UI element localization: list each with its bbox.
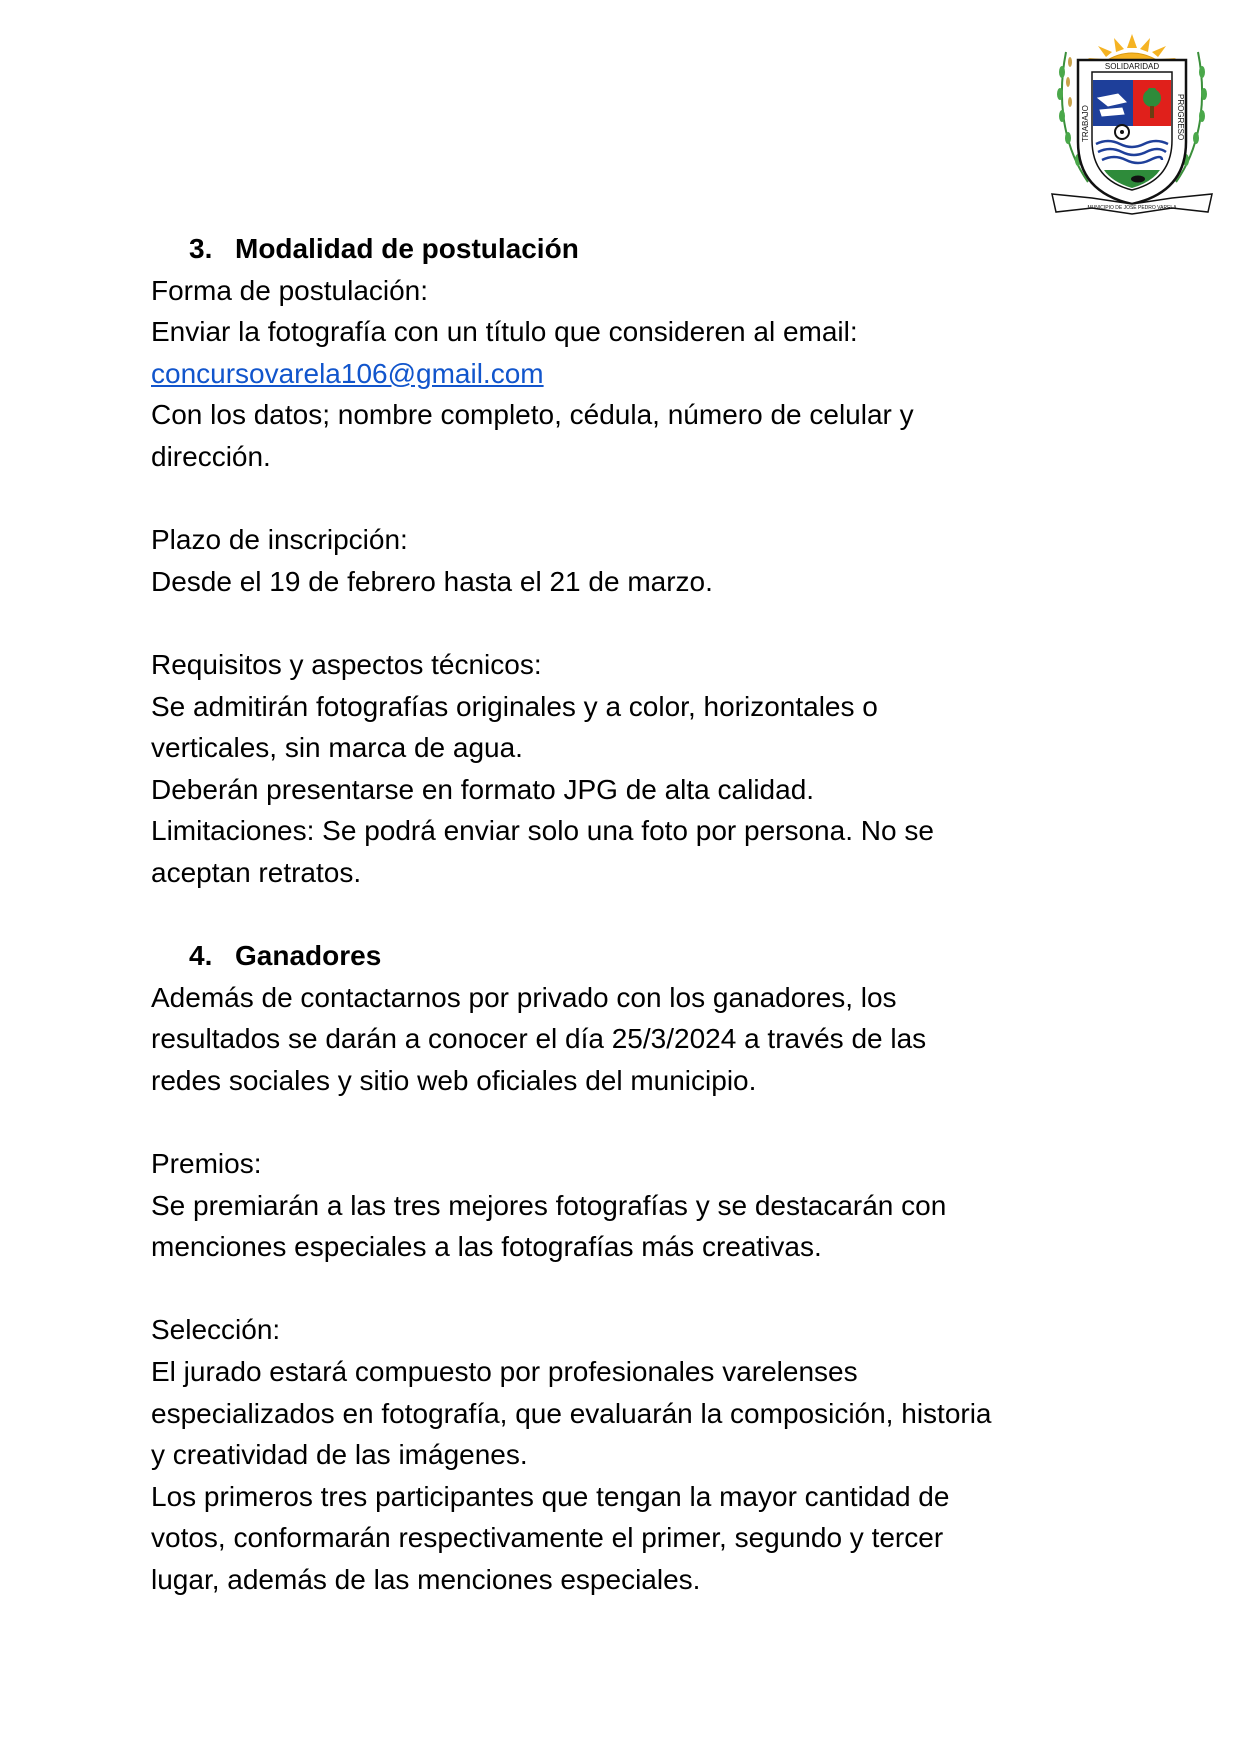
- requirements-line-4: Limitaciones: Se podrá enviar solo una foto por persona. No se: [151, 815, 934, 847]
- prizes-line-2: menciones especiales a las fotografías más creativas.: [151, 1231, 822, 1263]
- municipal-crest-logo: [1048, 32, 1216, 218]
- document-body: [151, 228, 1111, 1601]
- deadline-text: Desde el 19 de febrero hasta el 21 de marzo.: [151, 565, 713, 597]
- requirements-line-2: verticales, sin marca de agua.: [151, 732, 523, 764]
- form-text: Enviar la fotografía con un título que consideren al email:: [151, 316, 858, 348]
- data-line-2: dirección.: [151, 440, 271, 472]
- selection-line-3: y creatividad de las imágenes.: [151, 1439, 528, 1471]
- section-4-heading: [189, 935, 1111, 977]
- selection-line-2: especializados en fotografía, que evaluarán la composición, historia: [151, 1397, 992, 1429]
- selection-label: Selección:: [151, 1314, 281, 1346]
- prizes-line-1: Se premiarán a las tres mejores fotografías y se destacarán con: [151, 1189, 947, 1221]
- requirements-line-3: Deberán presentarse en formato JPG de alta calidad.: [151, 773, 815, 805]
- section-3-title: Modalidad de postulación: [235, 233, 579, 264]
- prizes-label: Premios:: [151, 1148, 262, 1180]
- selection-line-4: Los primeros tres participantes que tengan la mayor cantidad de: [151, 1480, 950, 1512]
- section-4-title: Ganadores: [235, 940, 382, 972]
- requirements-label: Requisitos y aspectos técnicos:: [151, 648, 542, 680]
- section-4-number: 4.: [189, 940, 213, 972]
- crest-motto-left: TRABAJO: [1081, 105, 1090, 142]
- data-line-1: Con los datos; nombre completo, cédula, número de celular y: [151, 399, 914, 431]
- crest-motto-top: SOLIDARIDAD: [1104, 62, 1160, 71]
- section-3-heading: [189, 228, 1111, 270]
- email-link[interactable]: concursovarela106@gmail.com: [151, 357, 544, 389]
- winners-line-2: resultados se darán a conocer el día 25/3/2024 a través de las: [151, 1023, 927, 1055]
- selection-line-6: lugar, además de las menciones especiales.: [151, 1564, 701, 1595]
- crest-ribbon-text: MUNICIPIO DE JOSÉ PEDRO VARELA: [1087, 205, 1177, 211]
- winners-line-1: Además de contactarnos por privado con los ganadores, los: [151, 981, 897, 1013]
- selection-line-1: El jurado estará compuesto por profesionales varelenses: [151, 1356, 858, 1388]
- requirements-line-5: aceptan retratos.: [151, 856, 362, 888]
- requirements-line-1: Se admitirán fotografías originales y a color, horizontales o: [151, 690, 878, 722]
- crest-motto-right: PROGRESO: [1176, 94, 1185, 141]
- form-label: Forma de postulación:: [151, 274, 429, 306]
- deadline-label: Plazo de inscripción:: [151, 524, 408, 556]
- selection-line-5: votos, conformarán respectivamente el primer, segundo y tercer: [151, 1522, 944, 1554]
- section-3-number: 3.: [189, 233, 213, 264]
- winners-line-3: redes sociales y sitio web oficiales del municipio.: [151, 1064, 757, 1096]
